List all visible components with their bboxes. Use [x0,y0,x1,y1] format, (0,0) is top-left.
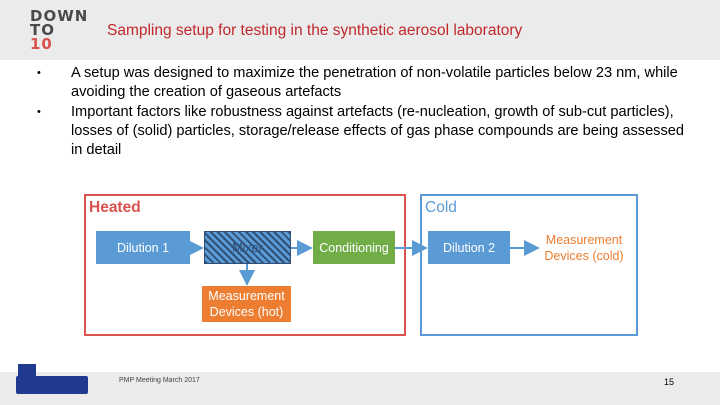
footer-text: PMP Meeting March 2017 [119,377,200,384]
heated-label: Heated [89,199,141,216]
logo-line-2: TO [30,21,55,39]
bullet-item [36,103,686,160]
measurement-devices-hot-node: Measurement Devices (hot) [202,286,291,322]
mixer-node [204,231,291,264]
dilution-2-node: Dilution 2 [428,231,510,264]
footer-band [0,372,720,405]
slide-title: Sampling setup for testing in the synthetic aerosol laboratory [107,22,523,39]
logo-line-1: DOWN [30,7,89,25]
down-to-10-logo [30,9,90,51]
bullet-item [36,64,686,102]
measurement-devices-cold-node: Measurement Devices (cold) [544,232,624,263]
conditioning-node: Conditioning [313,231,395,264]
bullet-icon: • [37,67,41,79]
bullet-text: Important factors like robustness against artefacts (re-nucleation, growth of sub-cut particles), losses of (solid) particles, storage/release effects of gas phase compounds are being assessed in detail [71,104,685,158]
bullet-icon: • [37,106,41,118]
logo-line-3: 10 [30,35,53,53]
bullet-list [36,64,686,161]
flow-arrows [84,194,638,336]
bullet-text: A setup was designed to maximize the penetration of non-volatile particles below 23 nm, while avoiding the creation of gaseous artefacts [71,65,678,100]
page-number: 15 [664,377,675,387]
eu-flag-icon [18,364,36,376]
sampling-setup-diagram [84,194,638,336]
mixer-label: Mixer [232,240,263,255]
cold-label: Cold [425,199,457,216]
dilution-1-node: Dilution 1 [96,231,190,264]
eu-logo [16,376,88,394]
